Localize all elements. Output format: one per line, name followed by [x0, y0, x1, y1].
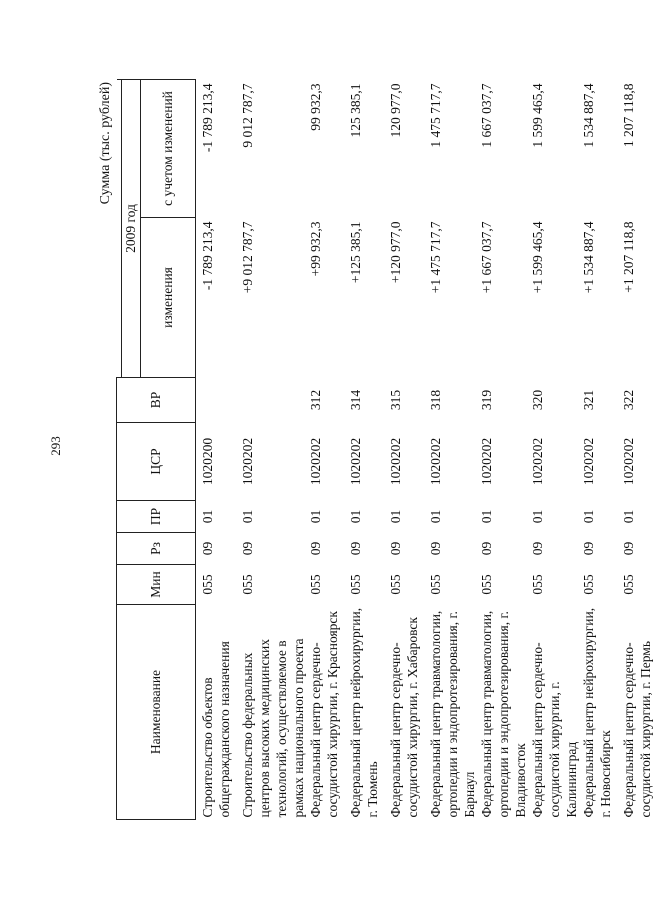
- table-body: [195, 80, 660, 820]
- row-min: 055: [387, 574, 403, 595]
- row-changes: +1 534 887,4: [580, 221, 596, 294]
- row-csr: 1020202: [529, 437, 545, 486]
- row-csr: 1020202: [427, 437, 443, 486]
- row-pr: 01: [239, 509, 255, 524]
- header-vr: ВР: [117, 378, 196, 423]
- row-min: 055: [620, 574, 636, 595]
- row-total: 125 385,1: [347, 83, 363, 138]
- row-pr: 01: [387, 509, 403, 524]
- row-rz: 09: [427, 541, 443, 556]
- row-total: 1 534 887,4: [580, 83, 596, 148]
- table-row: [620, 80, 660, 820]
- row-rz: 09: [580, 541, 596, 556]
- row-min: 055: [427, 574, 443, 595]
- row-csr: 1020202: [307, 437, 323, 486]
- row-total: -1 789 213,4: [199, 83, 215, 153]
- row-min: 055: [478, 574, 494, 595]
- row-pr: 01: [199, 509, 215, 524]
- page-number: 293: [47, 436, 63, 456]
- header-csr: ЦСР: [117, 423, 196, 501]
- row-pr: 01: [620, 509, 636, 524]
- row-changes: +1 207 118,8: [620, 221, 636, 293]
- row-rz: 09: [387, 541, 403, 556]
- row-vr: 312: [307, 389, 323, 411]
- table-row: [427, 80, 478, 820]
- row-total: 9 012 787,7: [239, 83, 255, 148]
- table-row: [195, 80, 239, 820]
- row-pr: 01: [478, 509, 494, 524]
- header-pr: ПР: [117, 501, 196, 533]
- row-name: Федеральный центр сердечно-сосудистой хирургии, г. Хабаровск: [387, 617, 420, 818]
- row-name: Федеральный центр травматологии, ортопедии и эндопротезирования, г. Барнаул: [427, 610, 477, 818]
- row-min: 055: [347, 574, 363, 595]
- header-changes: изменения: [140, 218, 195, 378]
- row-pr: 01: [580, 509, 596, 524]
- row-min: 055: [580, 574, 596, 595]
- row-csr: 1020200: [199, 437, 215, 486]
- table-row: [529, 80, 580, 820]
- row-min: 055: [307, 574, 323, 595]
- table-row: [239, 80, 307, 820]
- row-vr: [195, 378, 239, 423]
- row-total: 1 599 465,4: [529, 83, 545, 148]
- row-csr: 1020202: [387, 437, 403, 486]
- row-rz: 09: [478, 541, 494, 556]
- table-row: [580, 80, 620, 820]
- row-changes: +1 599 465,4: [529, 221, 545, 294]
- table-row: [347, 80, 387, 820]
- row-vr: 318: [427, 389, 443, 411]
- row-csr: 1020202: [347, 437, 363, 486]
- row-rz: 09: [529, 541, 545, 556]
- budget-table: [116, 79, 660, 820]
- row-name: Строительство федеральных центров высоких медицинских технологий, осуществляемое в рамках национального проекта: [239, 638, 306, 818]
- row-vr: 320: [529, 389, 545, 411]
- row-min: 055: [239, 574, 255, 595]
- table-row: [478, 80, 529, 820]
- row-vr: 314: [347, 389, 363, 411]
- row-vr: 319: [478, 389, 494, 411]
- row-total: 1 207 118,8: [620, 83, 636, 148]
- row-changes: +1 667 037,7: [478, 221, 494, 294]
- amount-caption: Сумма (тыс. рублей): [98, 82, 113, 205]
- table-row: [387, 80, 427, 820]
- row-pr: 01: [427, 509, 443, 524]
- row-total: 99 932,3: [307, 83, 323, 131]
- header-with-changes: с учетом изменений: [140, 80, 195, 218]
- row-changes: +120 977,0: [387, 221, 403, 284]
- row-rz: 09: [239, 541, 255, 556]
- row-vr: 322: [620, 389, 636, 411]
- row-changes: +1 475 717,7: [427, 221, 443, 294]
- row-name: Федеральный центр сердечно-сосудистой хирургии, г. Калининград: [529, 642, 579, 818]
- row-changes: +99 932,3: [307, 221, 323, 277]
- row-rz: 09: [347, 541, 363, 556]
- row-min: 055: [529, 574, 545, 595]
- row-rz: 09: [199, 541, 215, 556]
- row-changes: -1 789 213,4: [199, 221, 215, 291]
- row-changes: +9 012 787,7: [239, 221, 255, 294]
- row-vr: 315: [387, 389, 403, 411]
- row-csr: 1020202: [239, 437, 255, 486]
- row-vr: [239, 378, 307, 423]
- row-min: 055: [199, 574, 215, 595]
- table-header: [117, 80, 196, 820]
- row-pr: 01: [307, 509, 323, 524]
- document-page: [98, 80, 653, 820]
- row-total: 120 977,0: [387, 83, 403, 138]
- header-year: 2009 год: [121, 80, 140, 378]
- row-csr: 1020202: [620, 437, 636, 486]
- row-name: Федеральный центр нейрохирургии, г. Тюмень: [347, 607, 380, 818]
- header-min: Мин: [117, 565, 196, 605]
- row-pr: 01: [529, 509, 545, 524]
- row-name: Федеральный центр травматологии, ортопедии и эндопротезирования, г. Владивосток: [478, 610, 528, 818]
- table-row: [307, 80, 347, 820]
- header-name: Наименование: [117, 605, 196, 820]
- row-rz: 09: [307, 541, 323, 556]
- row-csr: 1020202: [478, 437, 494, 486]
- header-rz: Рз: [117, 533, 196, 565]
- row-name: Федеральный центр сердечно-сосудистой хирургии, г. Красноярск: [307, 611, 340, 818]
- row-changes: +125 385,1: [347, 221, 363, 284]
- row-name: Федеральный центр нейрохирургии, г. Новосибирск: [580, 607, 613, 818]
- row-total: 1 667 037,7: [478, 83, 494, 148]
- row-name: Строительство объектов общегражданского назначения: [199, 641, 232, 818]
- row-vr: 321: [580, 389, 596, 411]
- row-pr: 01: [347, 509, 363, 524]
- row-rz: 09: [620, 541, 636, 556]
- row-name: Федеральный центр сердечно-сосудистой хирургии, г. Пермь: [620, 641, 653, 818]
- row-total: 1 475 717,7: [427, 83, 443, 148]
- row-csr: 1020202: [580, 437, 596, 486]
